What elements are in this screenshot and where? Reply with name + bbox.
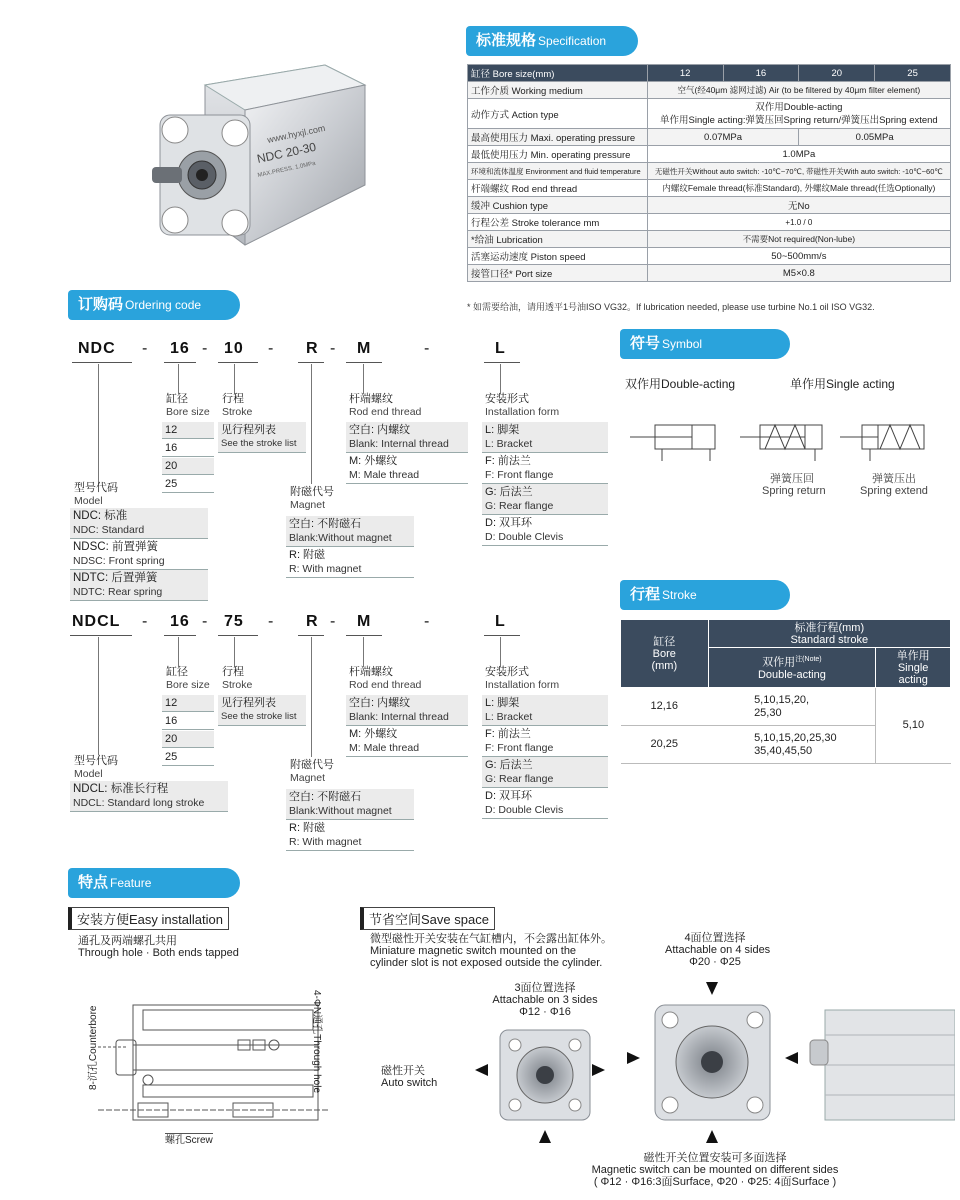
connector xyxy=(178,637,179,667)
mount-option-cn: D: 双耳环 xyxy=(485,517,533,529)
stroke-label-cn: 行程 xyxy=(222,666,244,678)
mount-option-en: D: Double Clevis xyxy=(485,804,564,816)
bore-option: 16 xyxy=(162,440,214,457)
spec-heading-en: Specification xyxy=(538,34,607,48)
thread-option-en: M: Male thread xyxy=(349,469,420,481)
spec-value: 1.0MPa xyxy=(647,146,950,163)
mount-option-en: D: Double Clevis xyxy=(485,531,564,543)
save-desc-en1: Miniature magnetic switch mounted on the xyxy=(370,945,577,957)
stroke-h-double-cn: 双作用 xyxy=(762,656,796,669)
magnet-option-cn: R: 附磁 xyxy=(289,549,326,561)
spec-value: +1.0 / 0 xyxy=(647,214,950,231)
mount-label-en: Installation form xyxy=(485,679,560,691)
stroke-option xyxy=(218,695,306,726)
four-sides-label xyxy=(665,932,771,968)
spec-label: 接管口径* Port size xyxy=(468,265,648,282)
connector xyxy=(363,364,364,394)
code1-dash: - xyxy=(142,340,149,357)
spring-extend-label xyxy=(854,473,934,497)
product-engraving-brand: www.hyxjl.com xyxy=(266,122,327,145)
spec-value-large-bores: 0.05MPa xyxy=(799,129,951,146)
connector xyxy=(234,637,235,667)
spec-value: 50~500mm/s xyxy=(647,248,950,265)
stroke-single-cell: 5,10 xyxy=(876,688,951,764)
connector xyxy=(311,364,312,484)
bore-label-en: Bore size xyxy=(166,679,210,691)
bottom-caption-cn: 磁性开关位置安装可多面选择 xyxy=(643,1152,787,1164)
stroke-double-cell xyxy=(708,688,876,726)
thread-label xyxy=(349,666,421,692)
code2-mount: L xyxy=(495,613,506,630)
thread-option-cn: 空白: 内螺纹 xyxy=(349,424,411,436)
model-option-cn: NDC: 标准 xyxy=(73,510,128,522)
mount-option-cn: F: 前法兰 xyxy=(485,455,531,467)
cylinder-section-drawing xyxy=(88,985,338,1150)
stroke-option-cn: 见行程列表 xyxy=(221,697,276,709)
product-engraving-model: NDC 20-30 xyxy=(255,139,318,166)
bottom-caption xyxy=(560,1152,870,1188)
underline xyxy=(72,362,132,363)
code2-magnet: R xyxy=(306,613,319,630)
model-label xyxy=(74,482,118,508)
stroke-h-bore xyxy=(621,620,709,688)
stroke-label-en: Stroke xyxy=(222,406,253,418)
mount-option xyxy=(482,757,608,788)
cylinder-side-view xyxy=(810,1010,955,1120)
model-label-cn: 型号代码 xyxy=(74,755,118,767)
stroke-option xyxy=(218,422,306,453)
spec-action-double: 双作用Double-acting xyxy=(755,101,843,113)
ordering-heading xyxy=(68,290,240,320)
spec-value xyxy=(647,99,950,129)
bore-option: 12 xyxy=(162,422,214,439)
spec-bore-16: 16 xyxy=(723,65,799,82)
code2-thread: M xyxy=(357,613,372,630)
thread-option-cn: M: 外螺纹 xyxy=(349,455,398,467)
save-desc-en2: cylinder slot is not exposed outside the cylinder. xyxy=(370,957,603,969)
code1-stroke: 10 xyxy=(224,340,244,357)
thread-label-cn: 杆端螺纹 xyxy=(349,393,393,405)
easy-installation-tag: 安装方便Easy installation xyxy=(68,907,229,930)
spec-bore-20: 20 xyxy=(799,65,875,82)
connector xyxy=(500,637,501,667)
underline xyxy=(164,362,196,363)
symbol-diagrams xyxy=(630,415,950,465)
thread-option-en: Blank: Internal thread xyxy=(349,711,449,723)
magnet-option xyxy=(286,789,414,820)
magnet-label-cn: 附磁代号 xyxy=(290,759,334,771)
mount-option-cn: F: 前法兰 xyxy=(485,728,531,740)
connector xyxy=(98,637,99,755)
spring-return-symbol xyxy=(740,425,822,461)
code2-dash: - xyxy=(142,613,149,630)
stroke-double-cell xyxy=(708,726,876,764)
code1-model: NDC xyxy=(78,340,116,357)
mount-option-en: G: Rear flange xyxy=(485,500,554,512)
three-sides-en: Attachable on 3 sides xyxy=(492,994,598,1006)
stroke-h-single-cn: 单作用 xyxy=(896,649,930,662)
spec-label: 工作介质 Working medium xyxy=(468,82,648,99)
stroke-option-en: See the stroke list xyxy=(221,438,297,449)
mount-option-cn: L: 脚架 xyxy=(485,697,520,709)
stroke-h-double-en: Double-acting xyxy=(757,668,826,681)
spec-heading-cn: 标准规格 xyxy=(476,32,537,49)
stroke-heading-en: Stroke xyxy=(662,588,697,602)
underline xyxy=(298,362,324,363)
double-acting-symbol xyxy=(630,425,715,461)
spec-label: 缓冲 Cushion type xyxy=(468,197,648,214)
stroke-h-single xyxy=(876,648,951,688)
spec-value: 无No xyxy=(647,197,950,214)
code1-dash: - xyxy=(202,340,209,357)
model-option-en: NDSC: Front spring xyxy=(73,555,165,567)
thread-option xyxy=(346,422,468,453)
spec-label: 最高使用压力 Maxi. operating pressure xyxy=(468,129,648,146)
model-option-en: NDTC: Rear spring xyxy=(73,586,163,598)
model-option xyxy=(70,539,208,570)
spring-return-cn: 弹簧压回 xyxy=(770,473,814,485)
code2-model: NDCL xyxy=(72,613,121,630)
three-sides-cn: 3面位置选择 xyxy=(514,982,576,994)
screw-label: 螺孔Screw xyxy=(165,1135,213,1146)
stroke-option-en: See the stroke list xyxy=(221,711,297,722)
thread-option xyxy=(346,453,468,484)
underline xyxy=(484,362,520,363)
magnet-option-en: R: With magnet xyxy=(289,563,362,575)
underline xyxy=(164,635,196,636)
bore-label-cn: 缸径 xyxy=(166,666,188,678)
spring-return-label xyxy=(762,473,826,497)
spec-label: 活塞运动速度 Piston speed xyxy=(468,248,648,265)
code2-dash: - xyxy=(202,613,209,630)
stroke-table xyxy=(620,619,951,764)
stroke-double-line2: 25,30 xyxy=(754,706,782,719)
stroke-heading-cn: 行程 xyxy=(630,586,661,603)
bore-option: 20 xyxy=(162,458,214,475)
underline xyxy=(298,635,324,636)
mount-option-cn: G: 后法兰 xyxy=(485,486,533,498)
ordering-heading-en: Ordering code xyxy=(125,298,202,312)
magnet-label xyxy=(290,486,334,512)
ordering-heading-cn: 订购码 xyxy=(78,296,124,313)
symbol-heading-en: Symbol xyxy=(662,337,703,351)
product-engraving-pressure: MAX.PRESS. 1.0MPa xyxy=(257,160,317,179)
mount-option xyxy=(482,484,608,515)
thread-option-en: M: Male thread xyxy=(349,742,420,754)
connector xyxy=(234,364,235,394)
four-side-view xyxy=(655,1005,770,1120)
spec-value: M5×0.8 xyxy=(647,265,950,282)
stroke-h-std-en: Standard stroke xyxy=(790,633,869,646)
code2-stroke: 75 xyxy=(224,613,244,630)
thread-option-en: Blank: Internal thread xyxy=(349,438,449,450)
stroke-label xyxy=(222,666,252,692)
stroke-h-double xyxy=(708,648,876,688)
bottom-caption-en: Magnetic switch can be mounted on different sides xyxy=(591,1164,839,1176)
bottom-caption-en2: ( Φ12 · Φ16:3面Surface, Φ20 · Φ25: 4面Surface ) xyxy=(593,1176,837,1188)
product-photo xyxy=(140,45,390,260)
auto-switch-cn: 磁性开关 xyxy=(381,1065,425,1077)
easy-desc-cn: 通孔及两端螺孔共用 xyxy=(78,935,177,947)
model-option-en: NDCL: Standard long stroke xyxy=(73,797,205,809)
mount-label-cn: 安装形式 xyxy=(485,393,529,405)
three-side-view xyxy=(500,1030,590,1120)
spec-label: 行程公差 Stroke tolerance mm xyxy=(468,214,648,231)
magnet-option-en: R: With magnet xyxy=(289,836,362,848)
counterbore-label: 8-沉孔Counterbore xyxy=(88,1005,99,1090)
four-sides-en: Attachable on 4 sides xyxy=(665,944,771,956)
mount-option xyxy=(482,788,608,819)
easy-installation-desc xyxy=(78,935,239,959)
spec-label: 杆端螺纹 Rod end thread xyxy=(468,180,648,197)
mount-option xyxy=(482,695,608,726)
thread-label-cn: 杆端螺纹 xyxy=(349,666,393,678)
stroke-double-line2: 35,40,45,50 xyxy=(754,744,813,757)
thread-label xyxy=(349,393,421,419)
model-option xyxy=(70,508,208,539)
spring-return-en: Spring return xyxy=(762,485,826,497)
stroke-option-cn: 见行程列表 xyxy=(221,424,276,436)
spec-label: *给油 Lubrication xyxy=(468,231,648,248)
stroke-double-line1: 5,10,15,20, xyxy=(754,693,810,706)
magnet-option xyxy=(286,547,414,578)
code1-dash: - xyxy=(268,340,275,357)
underline xyxy=(346,362,382,363)
spec-label: 动作方式 Action type xyxy=(468,99,648,129)
stroke-double-line1: 5,10,15,20,25,30 xyxy=(754,731,837,744)
bore-option: 20 xyxy=(162,731,214,748)
mount-label xyxy=(485,393,559,419)
code1-mount: L xyxy=(495,340,506,357)
save-space-desc xyxy=(370,933,612,969)
spec-value-small-bores: 0.07MPa xyxy=(647,129,799,146)
mount-option-en: G: Rear flange xyxy=(485,773,554,785)
magnet-label xyxy=(290,759,334,785)
stroke-h-single-en2: acting xyxy=(898,673,928,686)
mount-label-cn: 安装形式 xyxy=(485,666,529,678)
mount-option-en: F: Front flange xyxy=(485,742,554,754)
mount-option xyxy=(482,453,608,484)
spec-note: * 如需要给油，请用透平1号油ISO VG32。If lubrication needed, please use turbine No.1 oil ISO VG32. xyxy=(467,302,875,312)
model-label-cn: 型号代码 xyxy=(74,482,118,494)
mount-option xyxy=(482,726,608,757)
connector xyxy=(311,637,312,757)
stroke-h-bore-unit: (mm) xyxy=(651,659,678,672)
connector xyxy=(500,364,501,394)
code2-bore: 16 xyxy=(170,613,190,630)
spec-value: 内螺纹Female thread(标准Standard), 外螺纹Male thread(任选Optionally) xyxy=(647,180,950,197)
easy-desc-en: Through hole · Both ends tapped xyxy=(78,947,239,959)
thread-option xyxy=(346,726,468,757)
bore-label xyxy=(166,666,210,692)
code2-dash: - xyxy=(330,613,337,630)
spec-bore-12: 12 xyxy=(647,65,723,82)
connector xyxy=(98,364,99,484)
stroke-bore-cell: 12,16 xyxy=(621,688,709,726)
spec-table xyxy=(467,64,951,282)
stroke-heading xyxy=(620,580,790,610)
mount-option-en: F: Front flange xyxy=(485,469,554,481)
underline xyxy=(70,635,132,636)
model-option xyxy=(70,781,228,812)
stroke-h-bore-en: Bore xyxy=(652,647,676,660)
code2-dash: - xyxy=(268,613,275,630)
auto-switch-en: Auto switch xyxy=(381,1077,438,1089)
underline xyxy=(218,362,258,363)
spec-label: 环境和流体温度 Environment and fluid temperature xyxy=(468,163,648,180)
mount-label-en: Installation form xyxy=(485,406,560,418)
bore-label-cn: 缸径 xyxy=(166,393,188,405)
model-label-en: Model xyxy=(74,495,103,507)
symbol-single-label: 单作用Single acting xyxy=(790,377,895,391)
through-hole-label: 4-ΦN通孔Through hole xyxy=(311,990,322,1094)
spec-action-single: 单作用Single acting:弹簧压回Spring return/弹簧压出Spring extend xyxy=(660,114,938,126)
four-sides-cn: 4面位置选择 xyxy=(684,932,746,944)
feature-heading-en: Feature xyxy=(110,876,152,890)
magnet-option-cn: R: 附磁 xyxy=(289,822,326,834)
model-label-en: Model xyxy=(74,768,103,780)
symbol-double-label: 双作用Double-acting xyxy=(625,377,736,391)
thread-option-cn: M: 外螺纹 xyxy=(349,728,398,740)
magnet-option xyxy=(286,820,414,851)
code1-dash: - xyxy=(330,340,337,357)
mount-option-en: L: Bracket xyxy=(485,711,533,723)
code1-dash: - xyxy=(424,340,431,357)
stroke-h-note: 注(Note) xyxy=(795,656,822,664)
feature-heading-cn: 特点 xyxy=(78,874,109,891)
stroke-label-cn: 行程 xyxy=(222,393,244,405)
symbol-heading-cn: 符号 xyxy=(630,335,661,352)
spec-value: 不需要Not required(Non-lube) xyxy=(647,231,950,248)
cylinder-end-views xyxy=(470,970,955,1150)
four-sides-d: Φ20 · Φ25 xyxy=(689,956,741,968)
feature-heading xyxy=(68,868,240,898)
model-option-en: NDC: Standard xyxy=(73,524,145,536)
magnet-label-en: Magnet xyxy=(290,499,326,511)
underline xyxy=(218,635,258,636)
spec-heading xyxy=(466,26,638,56)
connector xyxy=(363,637,364,667)
three-sides-d: Φ12 · Φ16 xyxy=(519,1006,571,1018)
thread-option xyxy=(346,695,468,726)
magnet-option xyxy=(286,516,414,547)
code1-bore: 16 xyxy=(170,340,190,357)
spring-extend-cn: 弹簧压出 xyxy=(872,473,916,485)
spec-label: 最低使用压力 Min. operating pressure xyxy=(468,146,648,163)
bore-label-en: Bore size xyxy=(166,406,210,418)
magnet-option-cn: 空白: 不附磁石 xyxy=(289,518,362,530)
magnet-option-cn: 空白: 不附磁石 xyxy=(289,791,362,803)
stroke-label-en: Stroke xyxy=(222,679,253,691)
bore-option: 25 xyxy=(162,476,214,493)
model-label xyxy=(74,755,118,781)
code1-magnet: R xyxy=(306,340,319,357)
save-desc-cn: 微型磁性开关安装在气缸槽内，不会露出缸体外。 xyxy=(370,933,612,945)
bore-option: 25 xyxy=(162,749,214,766)
spring-extend-symbol xyxy=(840,425,924,461)
symbol-heading xyxy=(620,329,790,359)
spring-extend-en: Spring extend xyxy=(860,485,928,497)
save-space-tag: 节省空间Save space xyxy=(360,907,495,930)
underline xyxy=(484,635,520,636)
stroke-h-bore-cn: 缸径 xyxy=(653,635,676,648)
underline xyxy=(346,635,382,636)
mount-option-cn: G: 后法兰 xyxy=(485,759,533,771)
model-option-cn: NDTC: 后置弹簧 xyxy=(73,572,158,584)
mount-option-cn: D: 双耳环 xyxy=(485,790,533,802)
stroke-label xyxy=(222,393,252,419)
bore-option: 16 xyxy=(162,713,214,730)
mount-option xyxy=(482,422,608,453)
thread-label-en: Rod end thread xyxy=(349,406,422,418)
stroke-bore-cell: 20,25 xyxy=(621,726,709,764)
model-option xyxy=(70,570,208,601)
auto-switch-label xyxy=(381,1065,437,1089)
code2-dash: - xyxy=(424,613,431,630)
mount-option-en: L: Bracket xyxy=(485,438,533,450)
stroke-h-single-en1: Single xyxy=(897,661,929,674)
magnet-label-en: Magnet xyxy=(290,772,326,784)
spec-header-label: 缸径 Bore size(mm) xyxy=(468,65,648,82)
connector xyxy=(178,364,179,394)
thread-label-en: Rod end thread xyxy=(349,679,422,691)
magnet-label-cn: 附磁代号 xyxy=(290,486,334,498)
bore-label xyxy=(166,393,210,419)
table-row xyxy=(621,688,951,726)
magnet-option-en: Blank:Without magnet xyxy=(289,532,392,544)
model-option-cn: NDSC: 前置弹簧 xyxy=(73,541,158,553)
stroke-h-std xyxy=(708,620,950,648)
stroke-h-std-cn: 标准行程(mm) xyxy=(794,621,865,634)
magnet-option-en: Blank:Without magnet xyxy=(289,805,392,817)
spec-value: 无磁性开关Without auto switch: -10℃~70℃, 带磁性开关With auto switch: -10℃~60℃ xyxy=(647,163,950,180)
spec-value: 空气(经40μm 滤网过滤) Air (to be filtered by 40μm filter element) xyxy=(647,82,950,99)
thread-option-cn: 空白: 内螺纹 xyxy=(349,697,411,709)
model-option-cn: NDCL: 标准长行程 xyxy=(73,783,169,795)
spec-bore-25: 25 xyxy=(875,65,951,82)
mount-label xyxy=(485,666,559,692)
bore-option: 12 xyxy=(162,695,214,712)
mount-option-cn: L: 脚架 xyxy=(485,424,520,436)
mount-option xyxy=(482,515,608,546)
code1-thread: M xyxy=(357,340,372,357)
